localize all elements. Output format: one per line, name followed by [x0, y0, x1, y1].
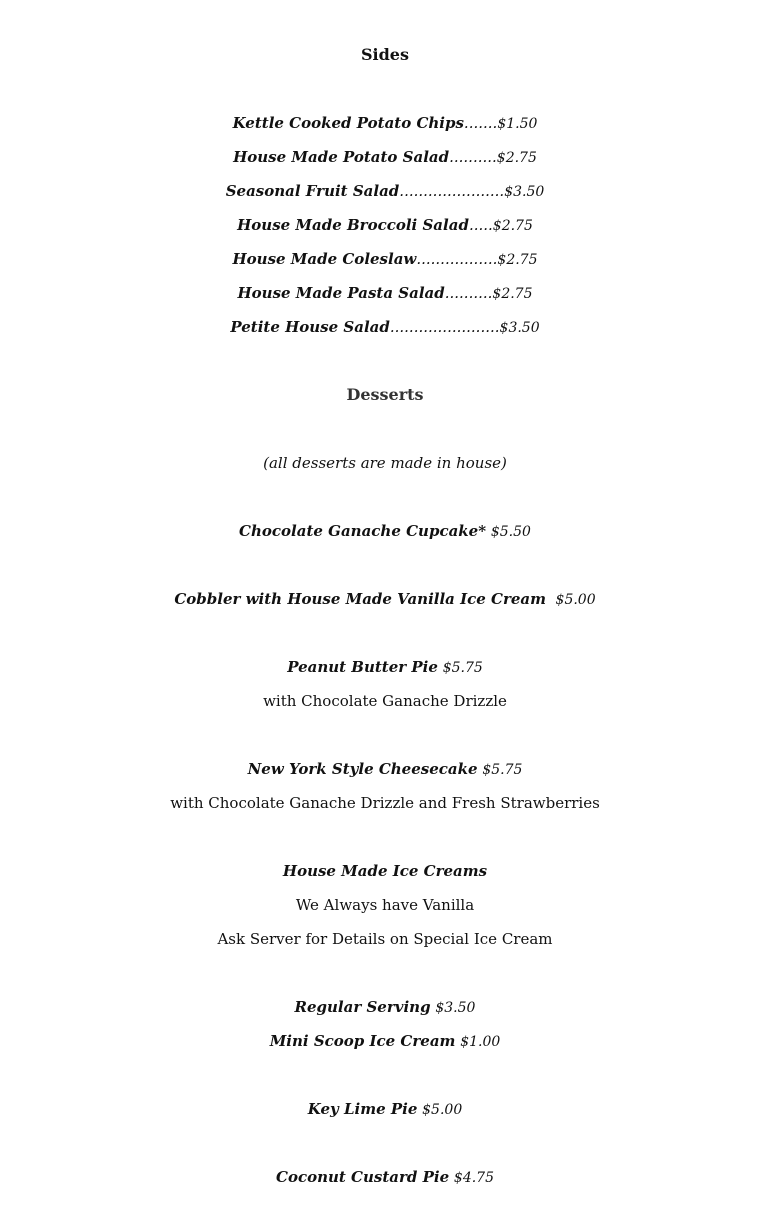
side-item — [0, 181, 770, 202]
dessert-price: $1.00 — [460, 1034, 501, 1050]
side-item-price: $2.75 — [492, 286, 533, 302]
side-item-name: Petite House Salad — [230, 318, 390, 336]
leader-dots: ................. — [416, 250, 498, 268]
dessert-name: New York Style Cheesecake — [247, 760, 478, 778]
dessert-name: Regular Serving — [294, 998, 431, 1016]
dessert-name: Coconut Custard Pie — [276, 1168, 450, 1186]
side-item — [0, 283, 770, 304]
leader-dots: .......... — [449, 148, 497, 166]
side-item-name: House Made Coleslaw — [232, 250, 417, 268]
dessert-price: $5.75 — [442, 660, 483, 676]
dessert-price: $5.00 — [422, 1102, 463, 1118]
leader-dots: ..... — [468, 216, 493, 234]
side-item — [0, 249, 770, 270]
side-item-name: House Made Potato Salad — [233, 148, 450, 166]
dessert-detail: with Chocolate Ganache Drizzle and Fresh Strawberries — [170, 794, 600, 812]
leader-dots: ....................... — [389, 318, 500, 336]
dessert-price: $5.00 — [555, 592, 596, 608]
leader-dots: ....... — [463, 114, 498, 132]
sides-heading: Sides — [360, 45, 409, 64]
side-item-price: $2.75 — [497, 252, 538, 268]
desserts-note: (all desserts are made in house) — [263, 454, 507, 472]
dessert-price: $5.50 — [490, 524, 531, 540]
leader-dots: ...................... — [399, 182, 505, 200]
dessert-item — [0, 589, 770, 610]
dessert-price: $4.75 — [453, 1170, 494, 1186]
side-item-price: $2.75 — [492, 218, 533, 234]
side-item-name: Kettle Cooked Potato Chips — [232, 114, 464, 132]
dessert-item — [0, 521, 770, 542]
side-item-price: $1.50 — [497, 116, 538, 132]
dessert-name: House Made Ice Creams — [282, 862, 488, 880]
side-item — [0, 113, 770, 134]
dessert-price: $5.75 — [482, 762, 523, 778]
dessert-item — [0, 1167, 770, 1188]
dessert-name: Mini Scoop Ice Cream — [269, 1032, 456, 1050]
dessert-detail: with Chocolate Ganache Drizzle — [263, 692, 507, 710]
dessert-name: Key Lime Pie — [307, 1100, 418, 1118]
desserts-heading: Desserts — [346, 385, 424, 404]
side-item-price: $2.75 — [496, 150, 537, 166]
dessert-name: Chocolate Ganache Cupcake* — [239, 522, 487, 540]
dessert-item — [0, 1031, 770, 1052]
leader-dots: .......... — [444, 284, 493, 302]
dessert-detail: Ask Server for Details on Special Ice Cream — [217, 930, 553, 948]
side-item — [0, 317, 770, 338]
dessert-name: Peanut Butter Pie — [287, 658, 438, 676]
side-item-name: House Made Broccoli Salad — [237, 216, 469, 234]
side-item-name: House Made Pasta Salad — [237, 284, 445, 302]
dessert-item — [0, 997, 770, 1018]
dessert-price: $3.50 — [435, 1000, 476, 1016]
side-item-price: $3.50 — [499, 320, 540, 336]
dessert-item — [0, 759, 770, 780]
dessert-item — [0, 1099, 770, 1120]
side-item-price: $3.50 — [504, 184, 545, 200]
dessert-detail: We Always have Vanilla — [295, 896, 475, 914]
side-item — [0, 215, 770, 236]
dessert-item — [0, 657, 770, 678]
side-item — [0, 147, 770, 168]
side-item-name: Seasonal Fruit Salad — [225, 182, 400, 200]
dessert-name: Cobbler with House Made Vanilla Ice Cream — [174, 590, 546, 608]
